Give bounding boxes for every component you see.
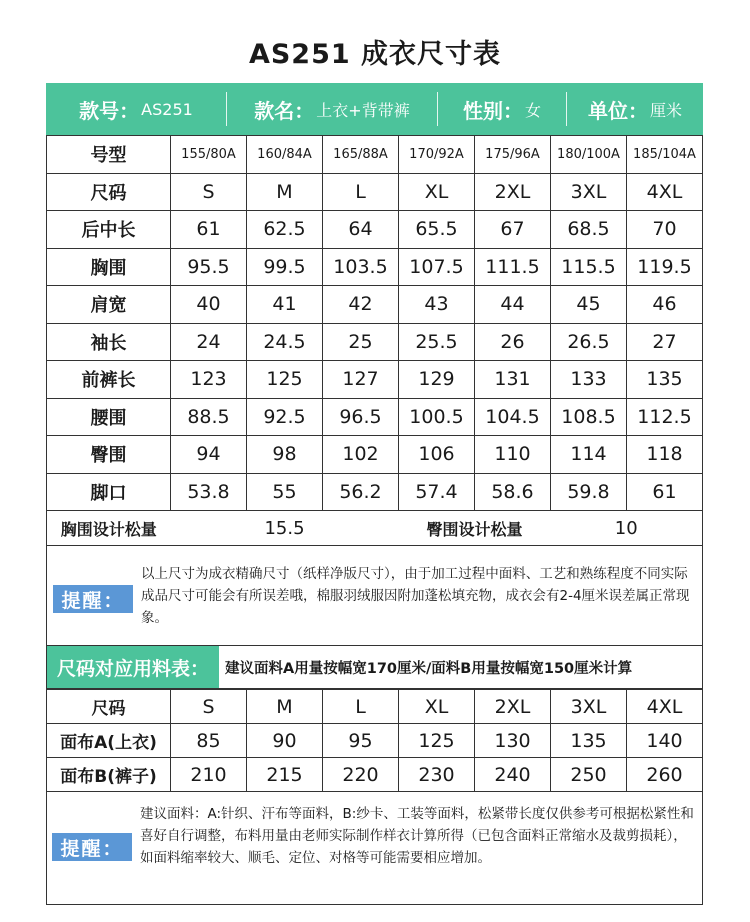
table-cell: 102 <box>323 436 399 474</box>
table-row <box>47 361 703 399</box>
table-cell: 119.5 <box>627 248 703 286</box>
reminder-badge: 提醒： <box>52 833 132 861</box>
table-cell: S <box>171 690 247 724</box>
table-row <box>47 248 703 286</box>
table-cell: 40 <box>171 286 247 324</box>
table-cell: 210 <box>171 758 247 792</box>
row-label: 面布A(上衣) <box>47 724 171 758</box>
row-label: 腰围 <box>47 398 171 436</box>
table-cell: 90 <box>247 724 323 758</box>
table-cell: 43 <box>399 286 475 324</box>
size-chart-table <box>46 135 703 511</box>
table-cell: 107.5 <box>399 248 475 286</box>
table-cell: 112.5 <box>627 398 703 436</box>
table-row <box>47 136 703 174</box>
row-label: 尺码 <box>47 690 171 724</box>
fabric-usage-table <box>46 689 703 792</box>
hip-ease-value: 10 <box>551 511 703 546</box>
table-cell: L <box>323 690 399 724</box>
chest-ease-value: 15.5 <box>171 511 399 546</box>
row-label: 号型 <box>47 136 171 174</box>
table-cell: 27 <box>627 323 703 361</box>
table-cell: 3XL <box>551 690 627 724</box>
table-cell: 67 <box>475 211 551 249</box>
table-cell: 24 <box>171 323 247 361</box>
table-cell: 130 <box>475 724 551 758</box>
table-cell: 25.5 <box>399 323 475 361</box>
row-label: 臀围 <box>47 436 171 474</box>
ease-table <box>46 510 703 546</box>
table-cell: 125 <box>399 724 475 758</box>
table-cell: M <box>247 173 323 211</box>
table-cell: 127 <box>323 361 399 399</box>
table-row <box>47 398 703 436</box>
table-cell: 62.5 <box>247 211 323 249</box>
table-cell: 59.8 <box>551 473 627 511</box>
table-cell: 125 <box>247 361 323 399</box>
table-cell: 92.5 <box>247 398 323 436</box>
table-cell: 4XL <box>627 173 703 211</box>
table-cell: 68.5 <box>551 211 627 249</box>
ease-row <box>47 511 703 546</box>
row-label: 尺码 <box>47 173 171 211</box>
style-no-value: AS251 <box>141 99 193 119</box>
table-row <box>47 173 703 211</box>
table-row <box>47 286 703 324</box>
table-cell: 135 <box>551 724 627 758</box>
table-cell: 103.5 <box>323 248 399 286</box>
table-cell: 55 <box>247 473 323 511</box>
table-cell: 98 <box>247 436 323 474</box>
table-cell: 170/92A <box>399 136 475 174</box>
table-cell: 3XL <box>551 173 627 211</box>
fabric-header-description: 建议面料A用量按幅宽170厘米/面料B用量按幅宽150厘米计算 <box>225 660 633 677</box>
table-cell: 45 <box>551 286 627 324</box>
table-cell: XL <box>399 690 475 724</box>
table-cell: 135 <box>627 361 703 399</box>
table-cell: 57.4 <box>399 473 475 511</box>
table-cell: 123 <box>171 361 247 399</box>
row-label: 面布B(裤子) <box>47 758 171 792</box>
style-name-label: 款名： <box>254 98 315 123</box>
table-cell: 175/96A <box>475 136 551 174</box>
table-cell: 220 <box>323 758 399 792</box>
table-cell: 26 <box>475 323 551 361</box>
reminder-text: 以上尺寸为成衣精确尺寸（纸样净版尺寸），由于加工过程中面料、工艺和熟练程度不同实际成品尺寸可能会有所误差哦，棉服羽绒服因附加蓬松填充物，成衣会有2-4厘米误差属正常现象。 <box>141 566 690 626</box>
table-cell: 185/104A <box>627 136 703 174</box>
table-cell: 70 <box>627 211 703 249</box>
reminder-text: 建议面料：A:针织、汗布等面料，B:纱卡、工装等面料，松紧带长度仅供参考可根据松紧性和喜好自行调整，布料用量由老师实际制作样衣计算所得（已包含面料正常缩水及裁剪损耗），如面料缩率较大、顺毛、定位、对格等可能需要相应增加。 <box>140 806 694 866</box>
table-cell: 104.5 <box>475 398 551 436</box>
style-name-value: 上衣+背带裤 <box>316 100 410 120</box>
table-cell: 85 <box>171 724 247 758</box>
table-cell: 4XL <box>627 690 703 724</box>
table-cell: 95.5 <box>171 248 247 286</box>
table-cell: 110 <box>475 436 551 474</box>
fabric-section-header <box>46 645 703 689</box>
table-cell: 2XL <box>475 690 551 724</box>
table-row <box>47 724 703 758</box>
row-label: 肩宽 <box>47 286 171 324</box>
table-cell: 106 <box>399 436 475 474</box>
reminder-note-1 <box>46 545 703 645</box>
table-row <box>47 436 703 474</box>
table-cell: 114 <box>551 436 627 474</box>
table-row <box>47 473 703 511</box>
gender-cell <box>438 83 566 135</box>
chest-ease-label: 胸围设计松量 <box>47 511 171 546</box>
table-row <box>47 211 703 249</box>
table-cell: 42 <box>323 286 399 324</box>
table-cell: 140 <box>627 724 703 758</box>
table-cell: 96.5 <box>323 398 399 436</box>
table-cell: 250 <box>551 758 627 792</box>
table-cell: 2XL <box>475 173 551 211</box>
reminder-note-2 <box>46 789 703 905</box>
table-cell: 115.5 <box>551 248 627 286</box>
table-cell: 26.5 <box>551 323 627 361</box>
unit-cell <box>567 83 703 135</box>
table-cell: 41 <box>247 286 323 324</box>
table-cell: 215 <box>247 758 323 792</box>
table-cell: 94 <box>171 436 247 474</box>
table-cell: 53.8 <box>171 473 247 511</box>
table-cell: 108.5 <box>551 398 627 436</box>
table-cell: 61 <box>627 473 703 511</box>
row-label: 前裤长 <box>47 361 171 399</box>
row-label: 脚口 <box>47 473 171 511</box>
table-cell: 180/100A <box>551 136 627 174</box>
gender-value: 女 <box>524 100 541 120</box>
table-cell: 46 <box>627 286 703 324</box>
style-name-cell <box>227 83 437 135</box>
table-cell: 165/88A <box>323 136 399 174</box>
page-title: AS251 成衣尺寸表 <box>248 39 502 70</box>
table-cell: L <box>323 173 399 211</box>
table-cell: 44 <box>475 286 551 324</box>
table-cell: 56.2 <box>323 473 399 511</box>
row-label: 胸围 <box>47 248 171 286</box>
table-cell: S <box>171 173 247 211</box>
unit-value: 厘米 <box>649 100 682 120</box>
row-label: 袖长 <box>47 323 171 361</box>
row-label: 后中长 <box>47 211 171 249</box>
table-row <box>47 323 703 361</box>
table-cell: 99.5 <box>247 248 323 286</box>
style-no-label: 款号： <box>79 98 140 123</box>
table-cell: 129 <box>399 361 475 399</box>
unit-label: 单位： <box>587 98 648 123</box>
style-no-cell <box>46 83 226 135</box>
table-cell: 260 <box>627 758 703 792</box>
table-cell: 230 <box>399 758 475 792</box>
table-row <box>47 758 703 792</box>
table-cell: 65.5 <box>399 211 475 249</box>
table-cell: M <box>247 690 323 724</box>
table-cell: 100.5 <box>399 398 475 436</box>
table-cell: 131 <box>475 361 551 399</box>
table-cell: XL <box>399 173 475 211</box>
reminder-badge: 提醒： <box>53 585 133 613</box>
gender-label: 性别： <box>462 98 523 123</box>
fabric-header-title: 尺码对应用料表： <box>47 646 219 688</box>
table-cell: 240 <box>475 758 551 792</box>
table-cell: 88.5 <box>171 398 247 436</box>
table-cell: 25 <box>323 323 399 361</box>
table-cell: 111.5 <box>475 248 551 286</box>
table-cell: 24.5 <box>247 323 323 361</box>
table-cell: 118 <box>627 436 703 474</box>
table-row <box>47 690 703 724</box>
table-cell: 64 <box>323 211 399 249</box>
table-cell: 133 <box>551 361 627 399</box>
info-banner <box>46 83 703 135</box>
table-cell: 61 <box>171 211 247 249</box>
table-cell: 155/80A <box>171 136 247 174</box>
hip-ease-label: 臀围设计松量 <box>399 511 551 546</box>
table-cell: 160/84A <box>247 136 323 174</box>
table-cell: 95 <box>323 724 399 758</box>
table-cell: 58.6 <box>475 473 551 511</box>
